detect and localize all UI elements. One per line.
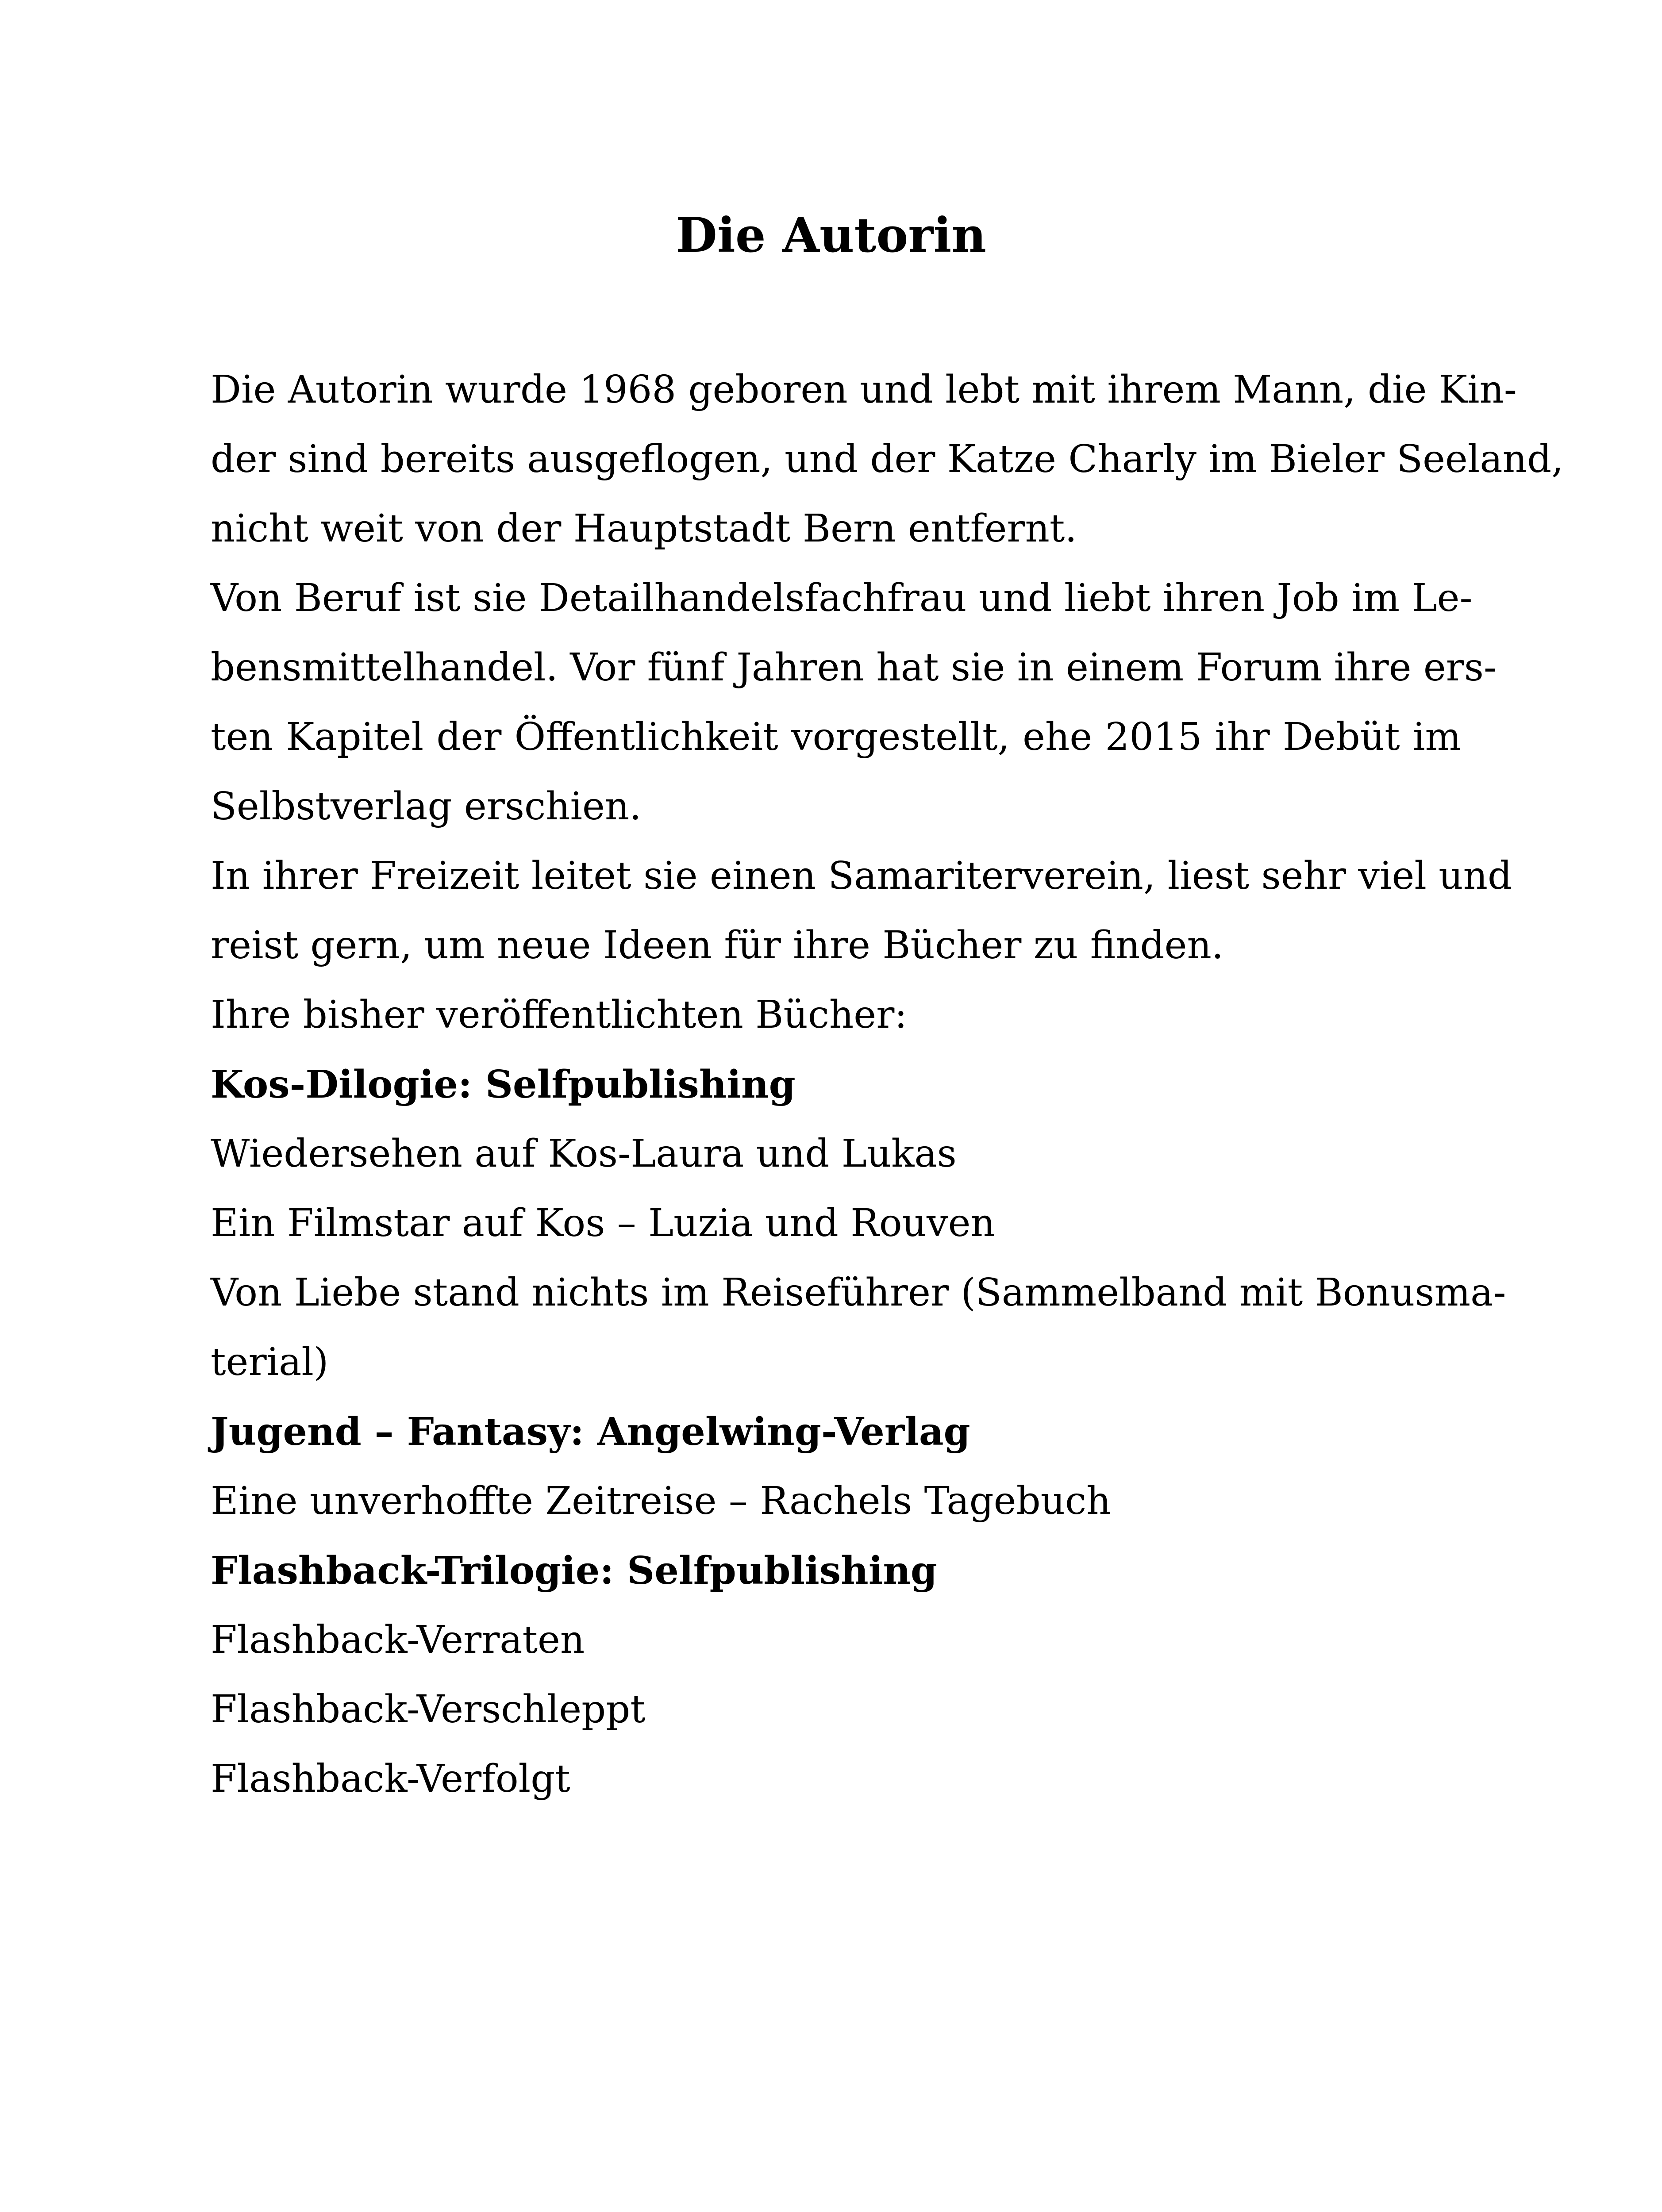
text-line: reist gern, um neue Ideen für ihre Bücher zu finden. (211, 923, 1224, 968)
text-line: Ihre bisher veröffentlichten Bücher: (211, 993, 908, 1037)
book-title: Eine unverhoffte Zeitreise – Rachels Tagebuch (211, 1479, 1111, 1523)
text-line: nicht weit von der Hauptstadt Bern entfernt. (211, 507, 1077, 551)
section-heading: Flashback-Trilogie: Selfpublishing (211, 1548, 938, 1593)
section-heading: Jugend – Fantasy: Angelwing-Verlag (211, 1409, 970, 1454)
text-line: der sind bereits ausgeflogen, und der Katze Charly im Bieler Seeland, (211, 437, 1564, 481)
book-title: Ein Filmstar auf Kos – Luzia und Rouven (211, 1201, 995, 1245)
section-heading: Kos-Dilogie: Selfpublishing (211, 1062, 796, 1107)
book-title: Flashback-Verraten (211, 1618, 585, 1662)
book-title: Flashback-Verfolgt (211, 1757, 570, 1801)
book-title: Von Liebe stand nichts im Reiseführer (Sammelband mit Bonusma- (211, 1271, 1506, 1315)
text-line: Die Autorin wurde 1968 geboren und lebt mit ihrem Mann, die Kin- (211, 368, 1517, 412)
text-line: Von Beruf ist sie Detailhandelsfachfrau und liebt ihren Job im Le- (211, 576, 1473, 620)
text-line: bensmittelhandel. Vor fünf Jahren hat sie in einem Forum ihre ers- (211, 645, 1497, 690)
text-line: Selbstverlag erschien. (211, 784, 642, 829)
text-line: In ihrer Freizeit leitet sie einen Samariterverein, liest sehr viel und (211, 854, 1512, 898)
book-title: Wiedersehen auf Kos-Laura und Lukas (211, 1132, 957, 1176)
text-line: ten Kapitel der Öffentlichkeit vorgestellt, ehe 2015 ihr Debüt im (211, 715, 1461, 759)
book-title: Flashback-Verschleppt (211, 1687, 646, 1732)
page-title: Die Autorin (676, 207, 986, 263)
book-title: terial) (211, 1340, 329, 1384)
body-text (211, 355, 1564, 1814)
